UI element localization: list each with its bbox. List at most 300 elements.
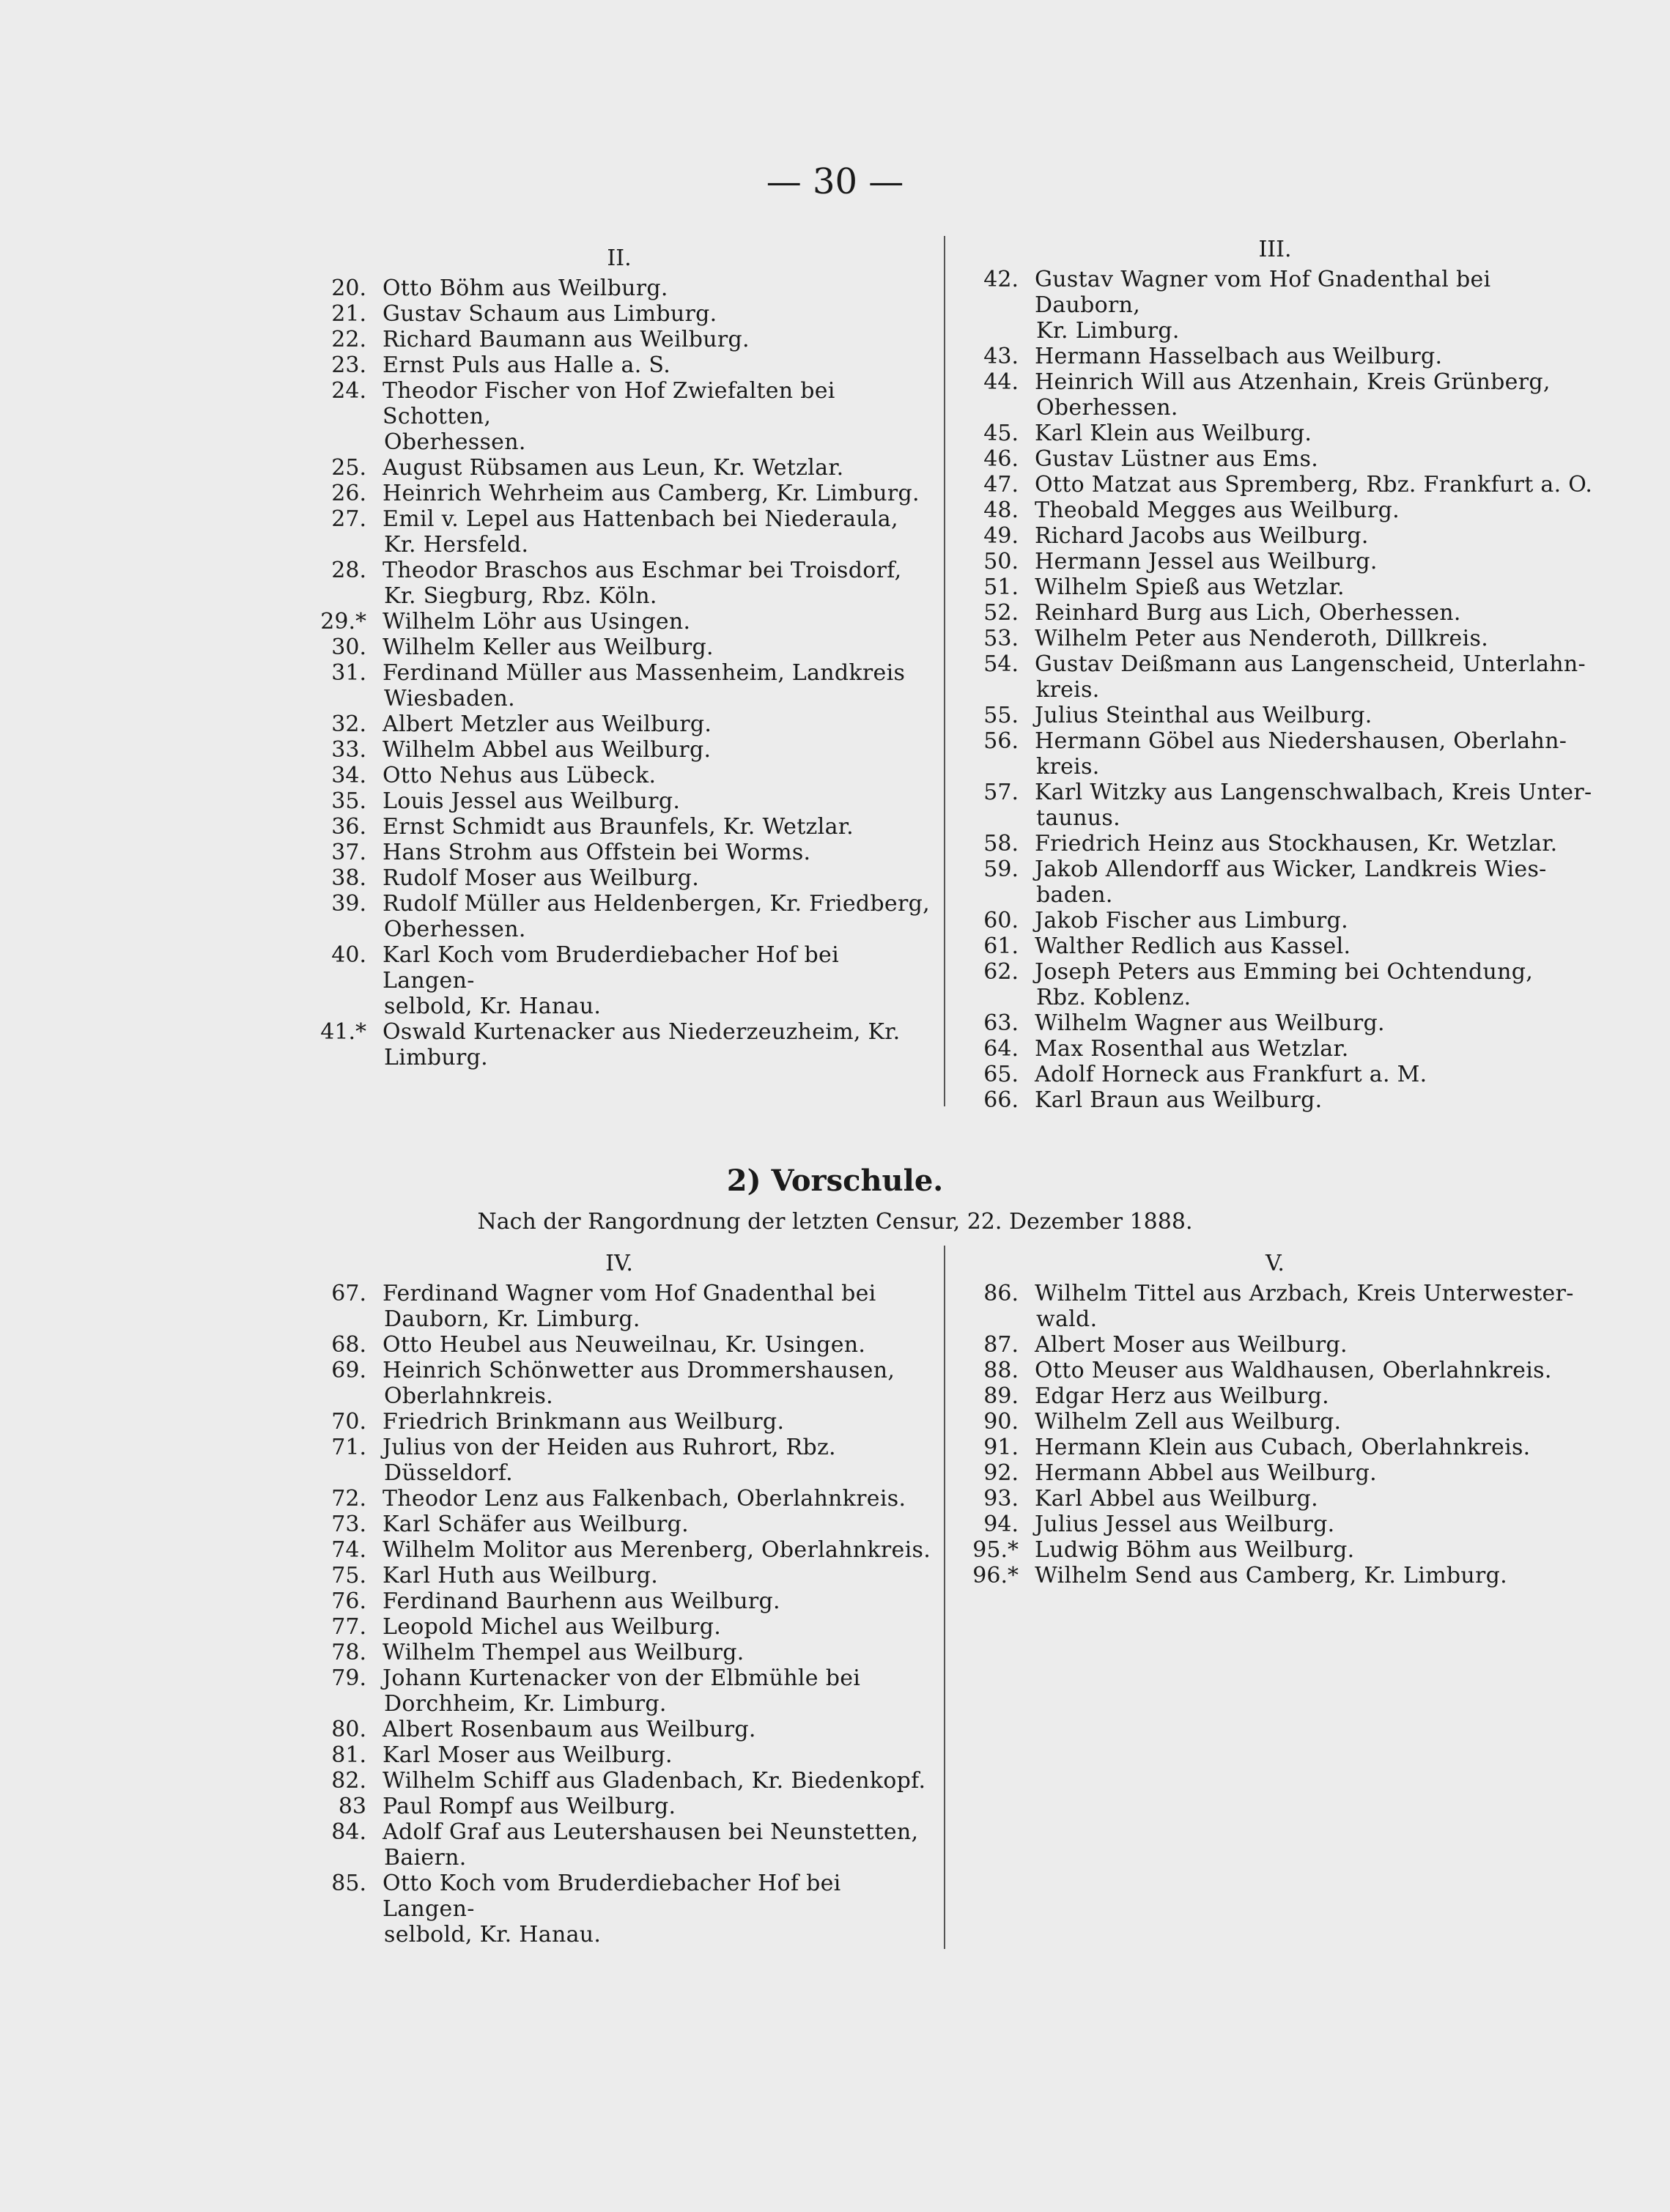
entry-number: 37. [331, 840, 366, 865]
list-item [953, 574, 1597, 600]
entry-number: 33. [331, 737, 366, 763]
list-item [953, 703, 1597, 728]
list-item [953, 600, 1597, 626]
entry-number [953, 395, 1035, 421]
entry-text: Wilhelm Tittel aus Arzbach, Kreis Unterwester- [1035, 1281, 1574, 1306]
entry-text: Karl Huth aus Weilburg. [383, 1563, 659, 1588]
entry-text: Julius Steinthal aus Weilburg. [1035, 703, 1372, 728]
entry-text: Reinhard Burg aus Lich, Oberhessen. [1035, 600, 1461, 626]
list-item [300, 506, 938, 532]
list-item [953, 857, 1597, 882]
entry-number: 55. [983, 703, 1019, 728]
entry-text: Otto Böhm aus Weilburg. [383, 275, 668, 301]
list-item [300, 660, 938, 686]
entry-number [300, 429, 383, 455]
entry-number: 75. [331, 1563, 366, 1588]
entry-number [300, 1045, 383, 1070]
column-heading: IV. [605, 1251, 633, 1276]
entry-text: Oberlahnkreis. [384, 1383, 554, 1409]
entry-text: Jakob Fischer aus Limburg. [1035, 908, 1348, 933]
entry-text: Friedrich Brinkmann aus Weilburg. [383, 1409, 785, 1435]
student-list [300, 275, 938, 1070]
entry-text: Hermann Hasselbach aus Weilburg. [1035, 344, 1443, 369]
list-item-continuation [300, 686, 938, 711]
entry-text: Karl Abbel aus Weilburg. [1035, 1486, 1319, 1512]
list-item [953, 1563, 1597, 1588]
entry-text: baden. [1036, 882, 1113, 908]
entry-text: Wilhelm Spieß aus Wetzlar. [1035, 574, 1345, 600]
list-item-continuation [953, 318, 1597, 344]
list-item [953, 369, 1597, 395]
entry-number: 73. [331, 1512, 366, 1537]
entry-text: Wiesbaden. [384, 686, 515, 711]
list-item [953, 933, 1597, 959]
list-item-continuation [953, 985, 1597, 1010]
entry-text: Kr. Hersfeld. [384, 532, 529, 558]
entry-number: 43. [983, 344, 1019, 369]
entry-number: 80. [331, 1717, 366, 1742]
entry-text: Wilhelm Molitor aus Merenberg, Oberlahnkreis. [383, 1537, 931, 1563]
list-item [953, 1512, 1597, 1537]
list-item [300, 352, 938, 378]
entry-text: Otto Nehus aus Lübeck. [383, 763, 657, 788]
list-item [300, 635, 938, 660]
entry-number: 20. [331, 275, 366, 301]
list-item [300, 1563, 938, 1588]
entry-text: Dauborn, Kr. Limburg. [384, 1306, 640, 1332]
entry-text: Wilhelm Peter aus Nenderoth, Dillkreis. [1035, 626, 1489, 651]
entry-number: 35. [331, 788, 366, 814]
entry-number: 94. [983, 1512, 1019, 1537]
entry-text: Baiern. [384, 1845, 467, 1871]
list-item [300, 1819, 938, 1845]
list-item [300, 275, 938, 301]
entry-number: 84. [331, 1819, 366, 1845]
entry-text: Gustav Lüstner aus Ems. [1035, 446, 1319, 472]
list-item [300, 1409, 938, 1435]
list-item [953, 728, 1597, 754]
entry-number: 65. [983, 1062, 1019, 1087]
entry-number [953, 882, 1035, 908]
entry-number [300, 994, 383, 1019]
column-class-IV [300, 1247, 938, 1947]
entry-text: Paul Rompf aus Weilburg. [383, 1794, 676, 1819]
list-item [300, 1588, 938, 1614]
student-list [953, 1281, 1597, 1588]
entry-number [300, 532, 383, 558]
entry-number: 92. [983, 1460, 1019, 1486]
entry-number: 57. [983, 780, 1019, 805]
list-item [300, 1742, 938, 1768]
list-item [953, 1435, 1597, 1460]
list-item [300, 1332, 938, 1358]
entry-number [953, 1306, 1035, 1332]
entry-number: 96.* [972, 1563, 1019, 1588]
list-item [300, 942, 938, 994]
entry-number: 59. [983, 857, 1019, 882]
column-heading: V. [1266, 1251, 1285, 1276]
entry-number: 86. [983, 1281, 1019, 1306]
entry-number: 47. [983, 472, 1019, 497]
list-item [300, 788, 938, 814]
entry-number: 88. [983, 1358, 1019, 1383]
entry-text: Oberhessen. [1036, 395, 1178, 421]
entry-number: 66. [983, 1087, 1019, 1113]
list-item [300, 1871, 938, 1922]
list-item-continuation [300, 994, 938, 1019]
list-item [300, 763, 938, 788]
entry-text: Leopold Michel aus Weilburg. [383, 1614, 722, 1640]
entry-text: Heinrich Schönwetter aus Drommershausen, [383, 1358, 895, 1383]
entry-text: Ernst Schmidt aus Braunfels, Kr. Wetzlar. [383, 814, 854, 840]
column-heading: III. [1258, 237, 1292, 262]
entry-text: Dorchheim, Kr. Limburg. [384, 1691, 667, 1717]
list-item [953, 1383, 1597, 1409]
entry-number: 28. [331, 558, 366, 583]
list-item [953, 344, 1597, 369]
entry-number: 63. [983, 1010, 1019, 1036]
entry-number [953, 318, 1035, 344]
entry-text: Heinrich Wehrheim aus Camberg, Kr. Limburg. [383, 481, 920, 506]
list-item [953, 1409, 1597, 1435]
entry-number: 23. [331, 352, 366, 378]
entry-number: 41.* [320, 1019, 366, 1045]
entry-number: 67. [331, 1281, 366, 1306]
list-item-continuation [300, 583, 938, 609]
entry-text: Karl Klein aus Weilburg. [1035, 421, 1312, 446]
entry-text: Friedrich Heinz aus Stockhausen, Kr. Wetzlar. [1035, 831, 1558, 857]
entry-text: Wilhelm Keller aus Weilburg. [383, 635, 714, 660]
list-item-continuation [300, 1922, 938, 1947]
entry-text: Gustav Wagner vom Hof Gnadenthal bei Dauborn, [1035, 267, 1491, 318]
list-item [953, 421, 1597, 446]
list-item [300, 1640, 938, 1665]
list-item-continuation [953, 677, 1597, 703]
list-item [300, 865, 938, 891]
entry-text: Oberhessen. [384, 429, 526, 455]
entry-text: Albert Moser aus Weilburg. [1035, 1332, 1348, 1358]
entry-text: kreis. [1036, 677, 1100, 703]
entry-number: 32. [331, 711, 366, 737]
entry-number: 53. [983, 626, 1019, 651]
entry-number: 82. [331, 1768, 366, 1794]
entry-text: Wilhelm Zell aus Weilburg. [1035, 1409, 1342, 1435]
list-item [953, 908, 1597, 933]
entry-text: Karl Witzky aus Langenschwalbach, Kreis Unter- [1035, 780, 1592, 805]
list-item [300, 1512, 938, 1537]
entry-number: 79. [331, 1665, 366, 1691]
list-item [953, 1036, 1597, 1062]
entry-number [953, 985, 1035, 1010]
entry-text: Oswald Kurtenacker aus Niederzeuzheim, Kr. [383, 1019, 901, 1045]
list-item [953, 472, 1597, 497]
entry-number: 91. [983, 1435, 1019, 1460]
entry-text: Julius Jessel aus Weilburg. [1035, 1512, 1335, 1537]
entry-text: Wilhelm Thempel aus Weilburg. [383, 1640, 745, 1665]
entry-number: 93. [983, 1486, 1019, 1512]
list-item [953, 1486, 1597, 1512]
entry-number: 72. [331, 1486, 366, 1512]
entry-number: 70. [331, 1409, 366, 1435]
entry-text: Ferdinand Müller aus Massenheim, Landkreis [383, 660, 906, 686]
entry-number: 61. [983, 933, 1019, 959]
entry-text: Theobald Megges aus Weilburg. [1035, 497, 1400, 523]
list-item [953, 446, 1597, 472]
list-item-continuation [300, 1845, 938, 1871]
entry-number: 51. [983, 574, 1019, 600]
entry-number [300, 1691, 383, 1717]
column-divider [944, 236, 945, 1106]
list-item [953, 523, 1597, 549]
list-item [953, 1358, 1597, 1383]
entry-number: 48. [983, 497, 1019, 523]
entry-text: Otto Heubel aus Neuweilnau, Kr. Usingen. [383, 1332, 866, 1358]
entry-number: 90. [983, 1409, 1019, 1435]
entry-text: Edgar Herz aus Weilburg. [1035, 1383, 1329, 1409]
entry-number: 95.* [972, 1537, 1019, 1563]
entry-number [953, 805, 1035, 831]
list-item [300, 711, 938, 737]
list-item-continuation [300, 917, 938, 942]
entry-number: 87. [983, 1332, 1019, 1358]
entry-text: Otto Koch vom Bruderdiebacher Hof bei Langen- [383, 1871, 841, 1922]
entry-number: 49. [983, 523, 1019, 549]
entry-number: 21. [331, 301, 366, 327]
entry-number: 31. [331, 660, 366, 686]
entry-text: Heinrich Will aus Atzenhain, Kreis Grünberg, [1035, 369, 1551, 395]
entry-text: Wilhelm Löhr aus Usingen. [383, 609, 691, 635]
entry-number: 29.* [320, 609, 366, 635]
entry-number: 44. [983, 369, 1019, 395]
entry-text: Max Rosenthal aus Wetzlar. [1035, 1036, 1349, 1062]
list-item [953, 549, 1597, 574]
entry-text: Walther Redlich aus Kassel. [1035, 933, 1351, 959]
student-list [300, 1281, 938, 1947]
entry-number: 76. [331, 1588, 366, 1614]
entry-number: 36. [331, 814, 366, 840]
entry-number: 52. [983, 600, 1019, 626]
entry-number: 50. [983, 549, 1019, 574]
entry-text: Ludwig Böhm aus Weilburg. [1035, 1537, 1355, 1563]
entry-text: Oberhessen. [384, 917, 526, 942]
entry-text: Karl Schäfer aus Weilburg. [383, 1512, 689, 1537]
list-item-continuation [953, 1306, 1597, 1332]
entry-text: Hermann Klein aus Cubach, Oberlahnkreis. [1035, 1435, 1531, 1460]
entry-text: Otto Meuser aus Waldhausen, Oberlahnkreis. [1035, 1358, 1552, 1383]
entry-text: August Rübsamen aus Leun, Kr. Wetzlar. [383, 455, 844, 481]
entry-text: Ferdinand Baurhenn aus Weilburg. [383, 1588, 780, 1614]
list-item [953, 1281, 1597, 1306]
list-item-continuation [953, 882, 1597, 908]
entry-number: 56. [983, 728, 1019, 754]
entry-text: Richard Jacobs aus Weilburg. [1035, 523, 1369, 549]
entry-number: 46. [983, 446, 1019, 472]
column-divider [944, 1246, 945, 1949]
column-heading: II. [607, 245, 632, 271]
student-list [953, 267, 1597, 1113]
entry-text: Johann Kurtenacker von der Elbmühle bei [383, 1665, 861, 1691]
list-item [300, 1614, 938, 1640]
list-item [953, 1332, 1597, 1358]
entry-number [300, 1306, 383, 1332]
entry-text: Wilhelm Wagner aus Weilburg. [1035, 1010, 1385, 1036]
entry-number: 40. [331, 942, 366, 968]
entry-number: 22. [331, 327, 366, 352]
entry-number: 24. [331, 378, 366, 404]
entry-text: Gustav Schaum aus Limburg. [383, 301, 717, 327]
list-item [953, 780, 1597, 805]
entry-text: selbold, Kr. Hanau. [384, 1922, 602, 1947]
entry-number [953, 677, 1035, 703]
entry-number: 34. [331, 763, 366, 788]
entry-number [300, 583, 383, 609]
entry-text: Emil v. Lepel aus Hattenbach bei Niederaula, [383, 506, 898, 532]
entry-number: 42. [983, 267, 1019, 292]
entry-number: 39. [331, 891, 366, 917]
entry-text: kreis. [1036, 754, 1100, 780]
entry-text: Düsseldorf. [384, 1460, 513, 1486]
list-item [953, 497, 1597, 523]
column-class-II [300, 242, 938, 1070]
entry-text: Jakob Allendorff aus Wicker, Landkreis Wies- [1035, 857, 1547, 882]
entry-text: Ernst Puls aus Halle a. S. [383, 352, 671, 378]
list-item [953, 1460, 1597, 1486]
entry-text: Wilhelm Send aus Camberg, Kr. Limburg. [1035, 1563, 1508, 1588]
entry-number: 45. [983, 421, 1019, 446]
list-item [300, 1358, 938, 1383]
list-item [953, 1010, 1597, 1036]
entry-text: Richard Baumann aus Weilburg. [383, 327, 750, 352]
section-subtitle: Nach der Rangordnung der letzten Censur, 22. Dezember 1888. [477, 1209, 1193, 1235]
entry-text: Kr. Limburg. [1036, 318, 1180, 344]
entry-number: 26. [331, 481, 366, 506]
list-item [300, 1717, 938, 1742]
entry-text: Karl Koch vom Bruderdiebacher Hof bei Langen- [383, 942, 840, 994]
entry-text: Karl Braun aus Weilburg. [1035, 1087, 1323, 1113]
entry-text: Louis Jessel aus Weilburg. [383, 788, 681, 814]
list-item-continuation [300, 1383, 938, 1409]
entry-text: Albert Metzler aus Weilburg. [383, 711, 712, 737]
entry-number: 62. [983, 959, 1019, 985]
entry-text: Gustav Deißmann aus Langenscheid, Unterlahn- [1035, 651, 1586, 677]
entry-number: 64. [983, 1036, 1019, 1062]
entry-text: Theodor Lenz aus Falkenbach, Oberlahnkreis. [383, 1486, 906, 1512]
list-item [300, 1537, 938, 1563]
list-item [300, 609, 938, 635]
entry-text: Rudolf Müller aus Heldenbergen, Kr. Friedberg, [383, 891, 930, 917]
entry-number: 78. [331, 1640, 366, 1665]
entry-text: Hermann Abbel aus Weilburg. [1035, 1460, 1377, 1486]
entry-text: Hans Strohm aus Offstein bei Worms. [383, 840, 811, 865]
entry-number [300, 1460, 383, 1486]
list-item [300, 1019, 938, 1045]
column-class-V [953, 1247, 1597, 1588]
list-item-continuation [300, 429, 938, 455]
entry-number: 71. [331, 1435, 366, 1460]
entry-text: Karl Moser aus Weilburg. [383, 1742, 673, 1768]
list-item [953, 959, 1597, 985]
list-item [953, 626, 1597, 651]
entry-number: 60. [983, 908, 1019, 933]
list-item-continuation [953, 395, 1597, 421]
list-item [300, 558, 938, 583]
list-item [953, 651, 1597, 677]
list-item [953, 1537, 1597, 1563]
list-item-continuation [300, 1306, 938, 1332]
list-item [300, 814, 938, 840]
list-item-continuation [300, 1045, 938, 1070]
entry-number [300, 1922, 383, 1947]
entry-text: Kr. Siegburg, Rbz. Köln. [384, 583, 657, 609]
entry-number: 83 [338, 1794, 366, 1819]
entry-number: 74. [331, 1537, 366, 1563]
list-item-continuation [300, 532, 938, 558]
entry-text: wald. [1036, 1306, 1098, 1332]
entry-text: Theodor Braschos aus Eschmar bei Troisdorf, [383, 558, 902, 583]
entry-text: Adolf Graf aus Leutershausen bei Neunstetten, [383, 1819, 919, 1845]
entry-number: 25. [331, 455, 366, 481]
list-item [953, 1062, 1597, 1087]
entry-number [300, 686, 383, 711]
entry-text: Ferdinand Wagner vom Hof Gnadenthal bei [383, 1281, 876, 1306]
list-item [300, 1768, 938, 1794]
entry-text: Albert Rosenbaum aus Weilburg. [383, 1717, 756, 1742]
entry-text: Otto Matzat aus Spremberg, Rbz. Frankfurt a. O. [1035, 472, 1593, 497]
entry-text: Hermann Jessel aus Weilburg. [1035, 549, 1378, 574]
column-class-III [953, 233, 1597, 1113]
entry-text: Limburg. [384, 1045, 488, 1070]
list-item [300, 1486, 938, 1512]
list-item [300, 1794, 938, 1819]
entry-text: taunus. [1036, 805, 1120, 831]
entry-number: 54. [983, 651, 1019, 677]
list-item [300, 1665, 938, 1691]
entry-number [300, 1383, 383, 1409]
list-item [300, 327, 938, 352]
entry-number: 89. [983, 1383, 1019, 1409]
entry-number: 27. [331, 506, 366, 532]
entry-text: Joseph Peters aus Emming bei Ochtendung, [1035, 959, 1534, 985]
entry-text: Theodor Fischer von Hof Zwiefalten bei Schotten, [383, 378, 835, 429]
list-item-continuation [300, 1691, 938, 1717]
entry-number: 30. [331, 635, 366, 660]
list-item-continuation [300, 1460, 938, 1486]
entry-number: 69. [331, 1358, 366, 1383]
list-item [300, 737, 938, 763]
list-item [300, 1281, 938, 1306]
list-item [953, 267, 1597, 318]
section-title: 2) Vorschule. [726, 1164, 944, 1198]
entry-text: selbold, Kr. Hanau. [384, 994, 602, 1019]
entry-number: 85. [331, 1871, 366, 1896]
entry-number [953, 754, 1035, 780]
entry-number: 38. [331, 865, 366, 891]
entry-text: Rudolf Moser aus Weilburg. [383, 865, 700, 891]
list-item-continuation [953, 805, 1597, 831]
entry-text: Wilhelm Schiff aus Gladenbach, Kr. Biedenkopf. [383, 1768, 926, 1794]
list-item [300, 378, 938, 429]
list-item-continuation [953, 754, 1597, 780]
list-item [300, 481, 938, 506]
list-item [300, 1435, 938, 1460]
entry-number [300, 917, 383, 942]
list-item [300, 840, 938, 865]
list-item [953, 1087, 1597, 1113]
list-item [300, 301, 938, 327]
entry-number: 77. [331, 1614, 366, 1640]
entry-number: 81. [331, 1742, 366, 1768]
entry-number [300, 1845, 383, 1871]
